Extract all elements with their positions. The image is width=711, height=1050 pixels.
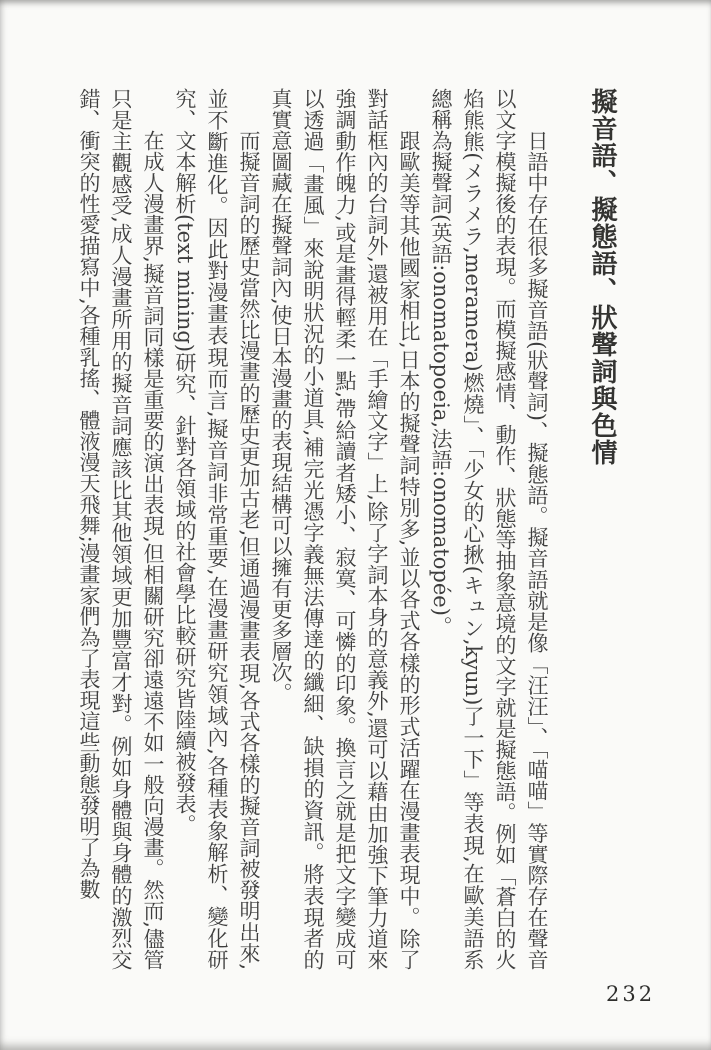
page-number: 232	[606, 982, 656, 1006]
chapter-title: 擬音語、擬態語、狀聲詞與色情	[587, 88, 617, 466]
paragraph-onomatopoeia-definition: 日語中存在很多擬音語(狀聲詞)、擬態語。擬音語就是像「汪汪」、「喵喵」等實際存在聲音以文字模擬後的表現。而模擬感情、動作、狀態等抽象意境的文字就是擬態語。例如「蒼白的火焰熊熊(メラメラ,meramera)燃燒」、「少女的心揪(キュン,kyun)了一下」等表現,在歐美語系總稱為擬聲詞(英語:onomatopoeia,法語:onomatopée)。	[429, 88, 549, 970]
article-body	[73, 88, 617, 970]
paragraph-adult-manga: 在成人漫畫界,擬音詞同樣是重要的演出表現,但相關研究卻遠遠不如一般向漫畫。然而,儘管只是主觀感受,成人漫畫所用的擬音詞應該比其他領域更加豐富才對。例如身體與身體的激烈交錯、衝突的性愛描寫中,各種乳搖、體液漫天飛舞;漫畫家們為了表現這些動態發明了為數	[77, 88, 165, 970]
paragraph-research-history: 而擬音詞的歷史當然比漫畫的歷史更加古老,但通過漫畫表現,各式各樣的擬音詞被發明出來,並不斷進化。因此對漫畫表現而言,擬音詞非常重要,在漫畫研究領域內,各種表象解析、變化研究、文本解析(text mining)研究、針對各領域的社會學比較研究皆陸續被發表。	[173, 88, 261, 970]
paragraph-manga-sound-words: 跟歐美等其他國家相比,日本的擬聲詞特別多,並以各式各樣的形式活躍在漫畫表現中。除了對話框內的台詞外,還被用在「手繪文字」上,除了字詞本身的意義外,還可以藉由加強下筆力道來強調動作魄力,或是畫得輕柔一點,帶給讀者矮小、寂寞、可憐的印象。換言之就是把文字變成可以透過「畫風」來說明狀況的小道具,補完光憑字義無法傳達的纖細、缺損的資訊。將表現者的真實意圖藏在擬聲詞內,使日本漫畫的表現結構可以擁有更多層次。	[269, 88, 421, 970]
